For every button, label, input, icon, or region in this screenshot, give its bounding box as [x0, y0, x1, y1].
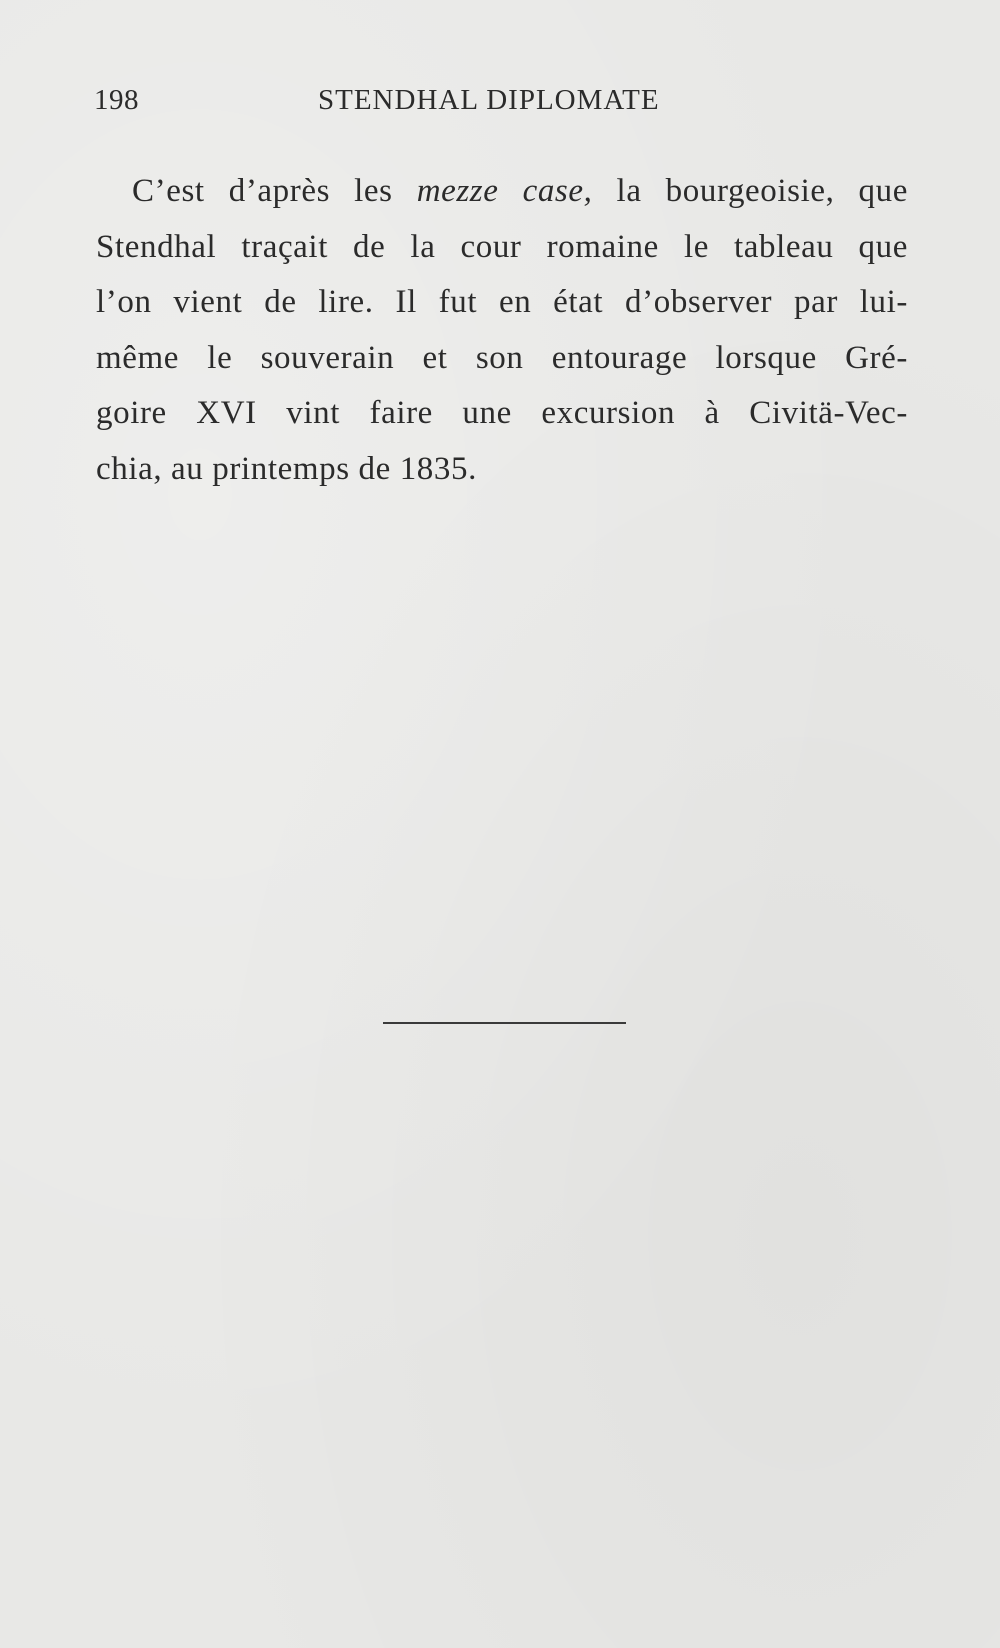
- text-line-5: goire XVI vint faire une excursion à Civitä-Vec-: [96, 395, 908, 431]
- body-paragraph: [96, 164, 908, 497]
- section-end-rule: [383, 1022, 626, 1024]
- page-number: 198: [94, 84, 139, 116]
- running-title: STENDHAL DIPLOMATE: [318, 84, 660, 116]
- text-line-4: même le souverain et son entourage lorsque Gré-: [96, 339, 908, 376]
- italic-phrase: mezze case,: [416, 173, 593, 209]
- running-head: [94, 84, 906, 124]
- text-line-1-start: C’est d’après les: [132, 173, 417, 209]
- text-line-1: [96, 164, 908, 220]
- text-line-3: l’on vient de lire. Il fut en état d’observer par lui-: [96, 284, 908, 320]
- text-line-2: Stendhal traçait de la cour romaine le tableau que: [96, 228, 908, 265]
- text-line-1-end: la bourgeoisie, que: [592, 173, 908, 209]
- text-line-6: chia, au printemps de 1835.: [96, 450, 477, 487]
